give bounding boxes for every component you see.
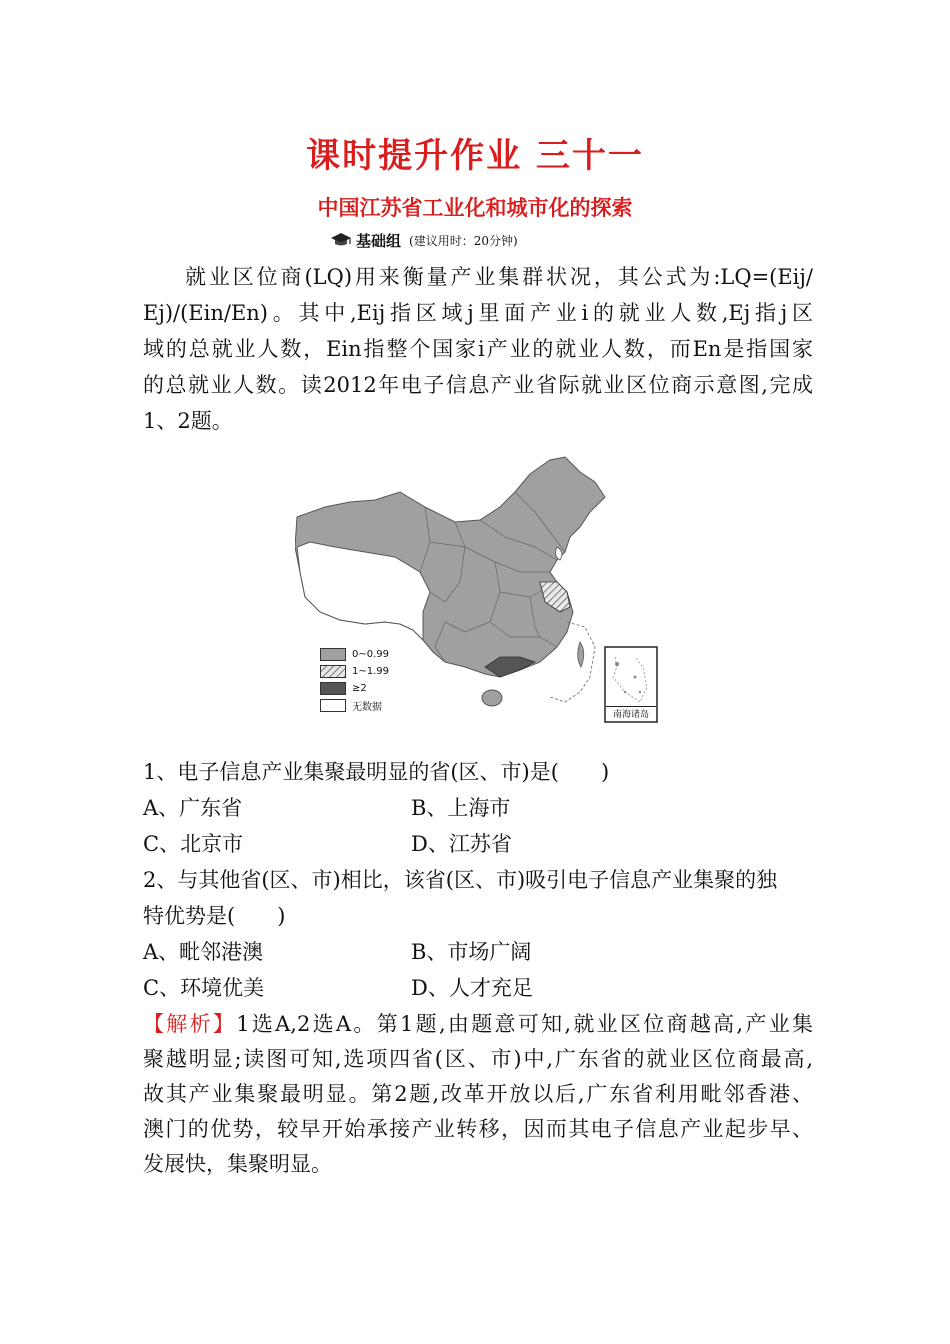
inset-label: 南海诸岛	[606, 706, 656, 721]
question-2-stem-line-1: 2、与其他省(区、市)相比，该省(区、市)吸引电子信息产业集聚的独	[143, 868, 778, 892]
intro-line: 域的总就业人数，Ein指整个国家i产业的就业人数，而En是指国家	[143, 337, 813, 361]
legend-label: ≥2	[352, 683, 367, 694]
legend-label: 1~1.99	[352, 666, 390, 677]
q1-option-b[interactable]: B、上海市	[411, 796, 511, 820]
analysis-line-text: 1选A,2选A。第1题,由题意可知,就业区位商越高,产业集	[236, 1012, 813, 1036]
analysis-line: 澳门的优势，较早开始承接产业转移，因而其电子信息产业起步早、	[143, 1117, 813, 1141]
q2-option-b[interactable]: B、市场广阔	[411, 940, 532, 964]
intro-paragraph	[143, 259, 813, 439]
legend-item	[320, 697, 389, 714]
legend-item	[320, 680, 389, 697]
map-legend	[320, 646, 389, 714]
intro-line: Ej)/(Ein/En)。其中,Eij指区域j里面产业i的就业人数,Ej指j区	[143, 301, 813, 325]
q1-option-a[interactable]: A、广东省	[143, 796, 243, 820]
intro-line: 的总就业人数。读2012年电子信息产业省际就业区位商示意图,完成	[143, 373, 813, 397]
q1-option-d[interactable]: D、江苏省	[411, 832, 512, 856]
legend-label: 无数据	[352, 702, 382, 713]
intro-line: 就业区位商(LQ)用来衡量产业集群状况，其公式为:LQ=(Eij/	[185, 265, 813, 289]
page-title: 课时提升作业 三十一	[306, 136, 644, 176]
legend-swatch	[320, 648, 346, 661]
group-name: 基础组	[356, 231, 402, 250]
q2-option-a[interactable]: A、毗邻港澳	[143, 940, 264, 964]
q1-option-c[interactable]: C、北京市	[143, 832, 244, 856]
analysis-line: 聚越明显;读图可知,选项四省(区、市)中,广东省的就业区位商最高,	[143, 1047, 813, 1071]
legend-swatch	[320, 665, 346, 678]
legend-label: 0~0.99	[352, 649, 390, 660]
legend-item	[320, 663, 389, 680]
page-subtitle: 中国江苏省工业化和城市化的探索	[317, 196, 633, 220]
question-2-stem-line-2: 特优势是( )	[143, 904, 286, 928]
q2-option-d[interactable]: D、人才充足	[411, 976, 533, 1000]
analysis-line: 发展快，集聚明显。	[143, 1152, 332, 1176]
analysis-block	[143, 1007, 813, 1182]
legend-swatch	[320, 699, 346, 712]
q2-option-c[interactable]: C、环境优美	[143, 976, 265, 1000]
question-1-stem: 1、电子信息产业集聚最明显的省(区、市)是( )	[143, 760, 610, 784]
group-badge	[330, 230, 518, 250]
graduation-cap-icon	[330, 232, 352, 248]
analysis-line	[143, 1007, 813, 1042]
analysis-label: 【解析】	[143, 1012, 237, 1036]
analysis-line: 故其产业集聚最明显。第2题,改革开放以后,广东省利用毗邻香港、	[143, 1082, 813, 1106]
intro-line: 1、2题。	[143, 409, 233, 433]
legend-swatch	[320, 682, 346, 695]
legend-item	[320, 646, 389, 663]
group-time: (建议用时：20分钟)	[409, 233, 518, 248]
